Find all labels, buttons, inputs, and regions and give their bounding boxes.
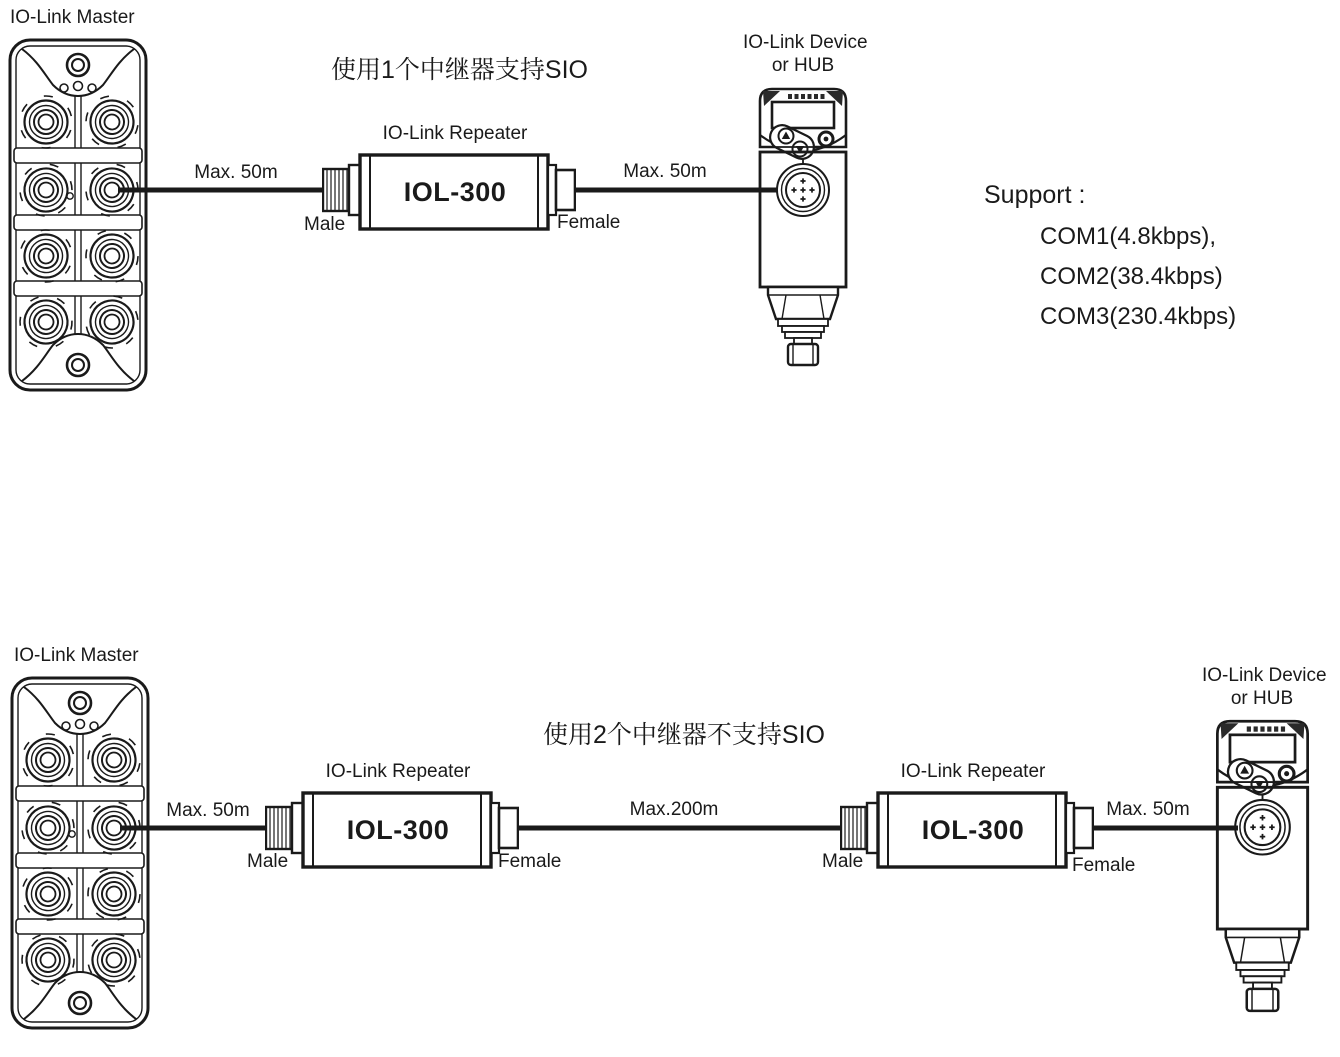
female-label: Female — [498, 851, 562, 872]
device-label-line1: IO-Link Device — [1202, 665, 1327, 686]
female-label: Female — [557, 212, 621, 233]
repeater-label: IO-Link Repeater — [900, 761, 1046, 782]
master-label: IO-Link Master — [14, 645, 139, 666]
support-item: COM2(38.4kbps) — [1040, 263, 1223, 290]
repeater-label: IO-Link Repeater — [382, 123, 528, 144]
device-label-line2: or HUB — [1230, 688, 1294, 709]
io-link-master-illustration — [0, 40, 158, 390]
repeater-model-label: IOL-300 — [403, 176, 507, 207]
repeater-model-label: IOL-300 — [346, 814, 450, 845]
section-title: 使用2个中继器不支持SIO — [543, 721, 825, 749]
support-item: COM1(4.8kbps), — [1040, 223, 1217, 250]
support-heading: Support : — [984, 181, 1086, 209]
male-label: Male — [247, 851, 289, 872]
cable-length-label: Max. 50m — [166, 800, 250, 821]
support-item: COM3(230.4kbps) — [1040, 303, 1237, 330]
repeater-label: IO-Link Repeater — [325, 761, 471, 782]
male-label: Male — [304, 214, 346, 235]
male-label: Male — [822, 851, 864, 872]
io-link-device-illustration — [1217, 721, 1307, 1011]
io-link-device-illustration — [760, 89, 846, 365]
io-link-master-illustration — [2, 678, 160, 1028]
repeater-model-label: IOL-300 — [921, 814, 1025, 845]
section-title: 使用1个中继器支持SIO — [331, 56, 588, 84]
cable-length-label: Max. 50m — [194, 162, 278, 183]
cable-length-label: Max. 50m — [623, 161, 707, 182]
device-label-line1: IO-Link Device — [743, 32, 868, 53]
master-label: IO-Link Master — [10, 7, 135, 28]
cable-length-label: Max.200m — [629, 799, 719, 820]
device-label-line2: or HUB — [771, 55, 835, 76]
cable-length-label: Max. 50m — [1106, 799, 1190, 820]
female-label: Female — [1072, 855, 1136, 876]
